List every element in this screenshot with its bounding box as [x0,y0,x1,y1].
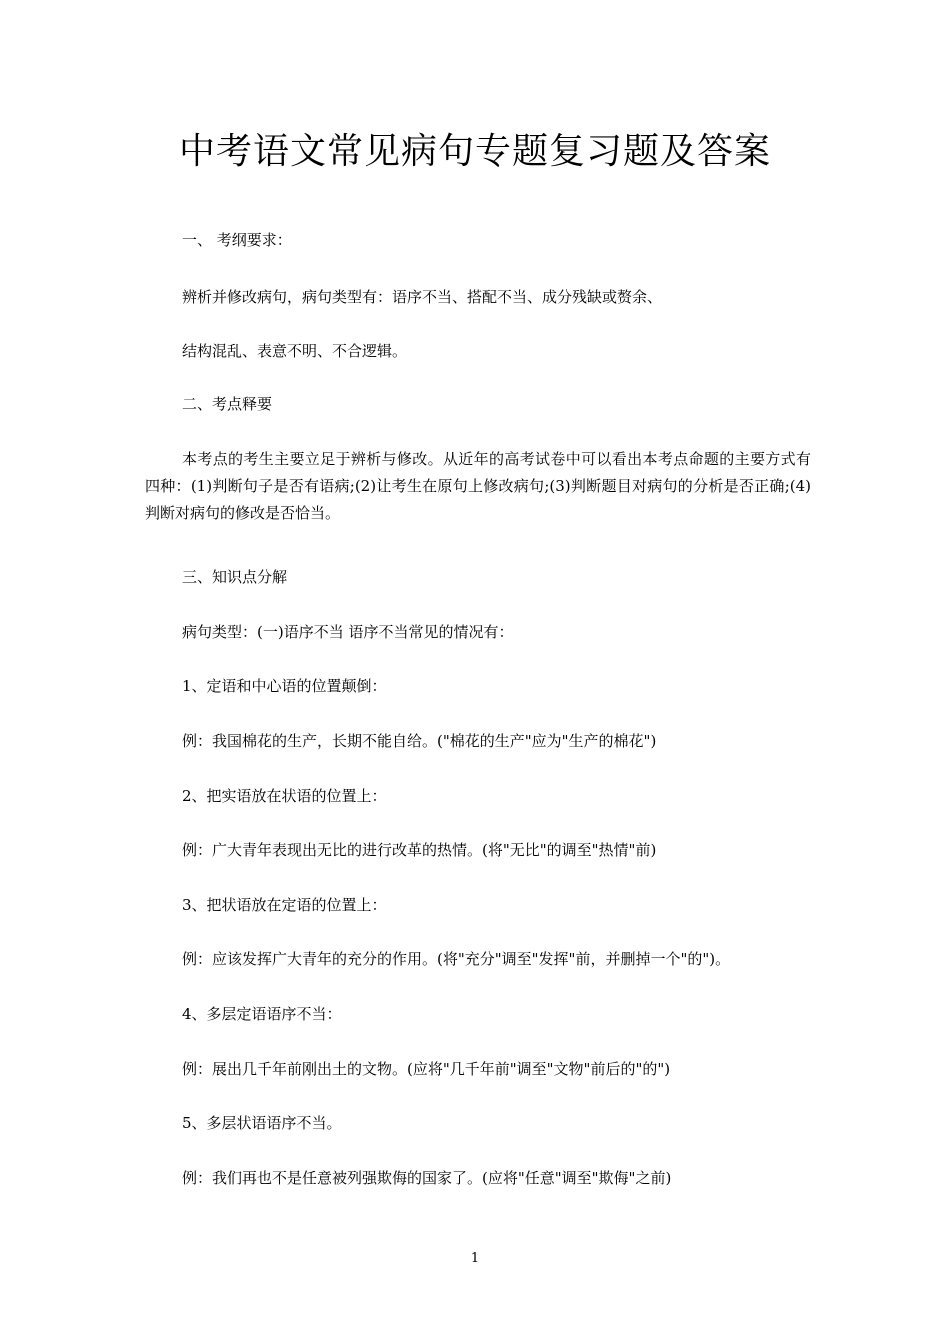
section-heading-2: 二、考点释要 [182,395,273,413]
example-line: 例：展出几千年前刚出土的文物。(应将"几千年前"调至"文物"前后的"的") [182,1060,671,1078]
example-line: 例：广大青年表现出无比的进行改革的热情。(将"无比"的调至"热情"前) [182,841,657,859]
example-line: 例：我们再也不是任意被列强欺侮的国家了。(应将"任意"调至"欺侮"之前) [182,1169,672,1187]
list-item: 5、多层状语语序不当。 [182,1114,342,1132]
section-heading-3: 三、知识点分解 [182,568,288,586]
list-item: 1、定语和中心语的位置颠倒： [182,677,387,695]
example-line: 例：我国棉花的生产，长期不能自给。("棉花的生产"应为"生产的棉花") [182,732,657,750]
document-title: 中考语文常见病句专题复习题及答案 [178,131,771,172]
section-heading-1: 一、 考纲要求： [182,231,292,249]
list-item: 3、把状语放在定语的位置上： [182,896,387,914]
paragraph-block: 本考点的考生主要立足于辨析与修改。从近年的高考试卷中可以看出本考点命题的主要方式有四种：(1)判断句子是否有语病;(2)让考生在原句上修改病句;(3)判断题目对病句的分析是否正确;(4)判断对病句的修改是否恰当。 [145,450,811,522]
paragraph-line: 病句类型：(一)语序不当 语序不当常见的情况有： [182,623,514,641]
example-line: 例：应该发挥广大青年的充分的作用。(将"充分"调至"发挥"前，并删掉一个"的")。 [182,950,731,968]
list-item: 4、多层定语语序不当： [182,1005,342,1023]
paragraph-line: 辨析并修改病句，病句类型有：语序不当、搭配不当、成分残缺或赘余、 [182,288,663,306]
page-number: 1 [470,1251,480,1266]
list-item: 2、把实语放在状语的位置上： [182,787,387,805]
paragraph-line: 结构混乱、表意不明、不合逻辑。 [182,342,408,360]
